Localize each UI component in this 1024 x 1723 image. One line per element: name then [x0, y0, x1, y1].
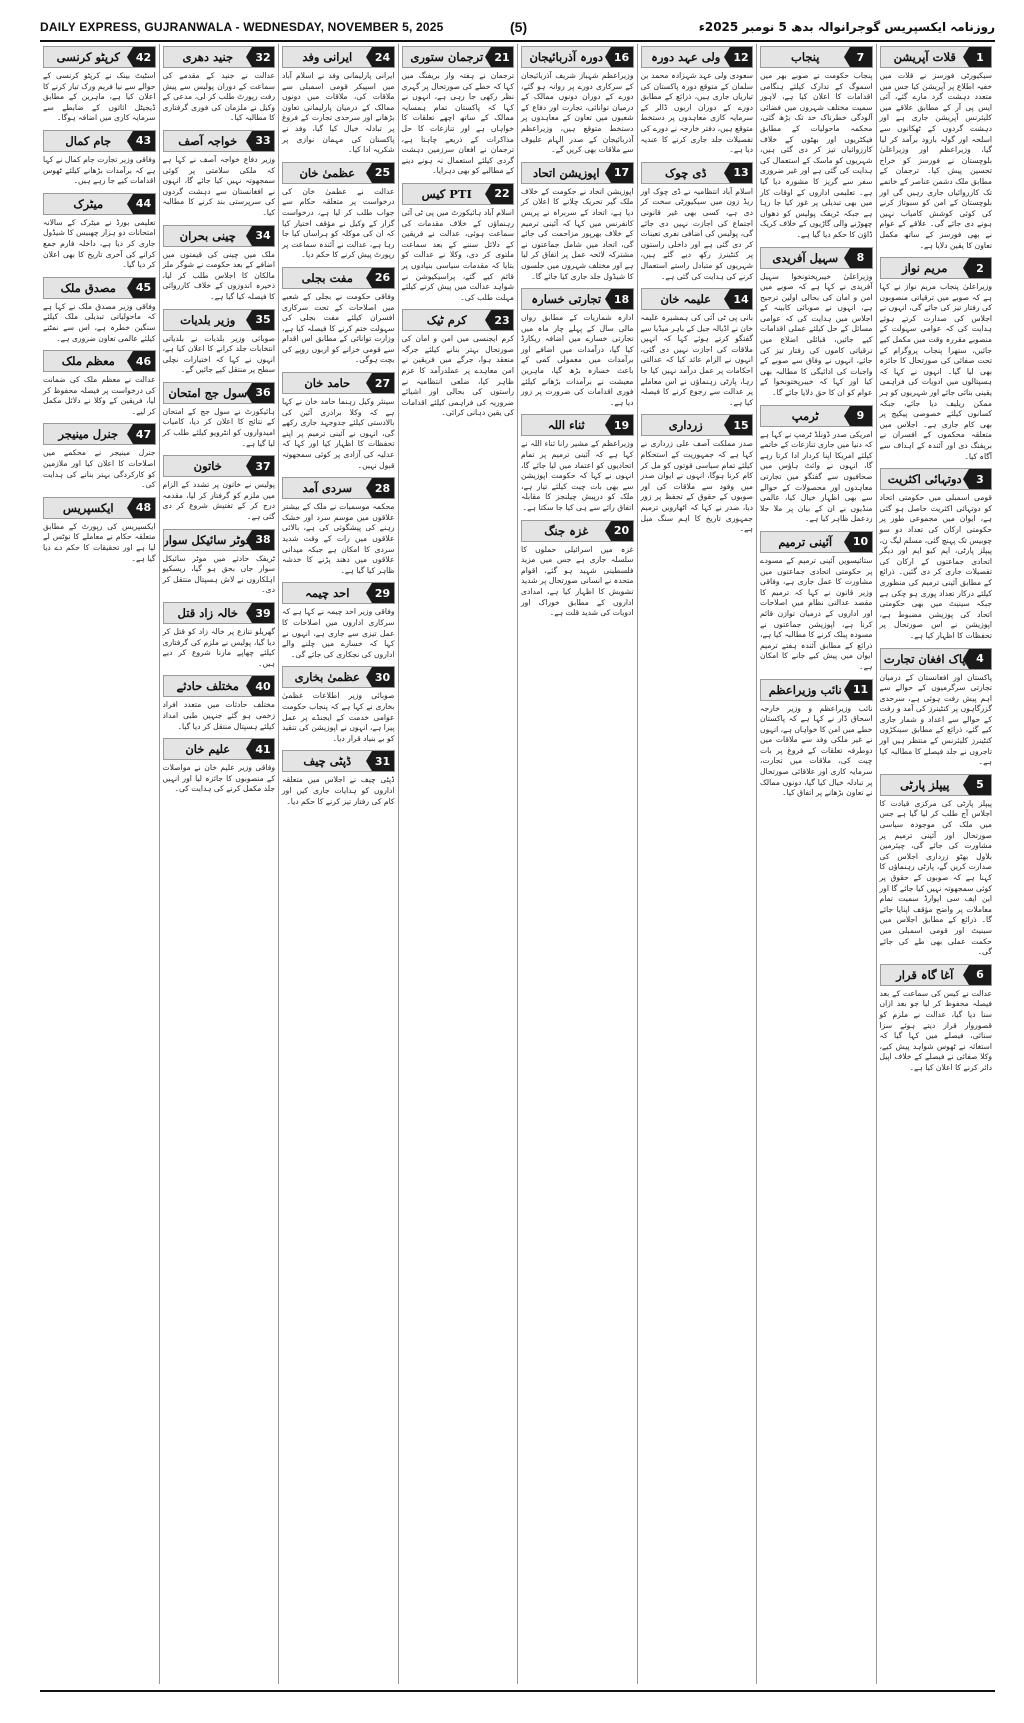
masthead-english: DAILY EXPRESS, GUJRANWALA - WEDNESDAY, NOVEMBER 5, 2025: [40, 20, 444, 34]
story-number-badge: 28: [372, 478, 394, 498]
news-item: [402, 183, 515, 303]
news-item: [163, 738, 276, 795]
story-number-badge: 5: [969, 775, 991, 795]
headline: ثناء اللہ: [547, 418, 585, 433]
masthead: [40, 18, 995, 42]
story-number-badge: 39: [252, 603, 274, 623]
news-item: [282, 267, 395, 366]
story-number-badge: 26: [372, 268, 394, 288]
story-body: ڈپٹی چیف نے اجلاس میں متعلقہ اداروں کو ہدایات جاری کیں اور کام کی رفتار تیز کرنے کا حکم دیا۔: [282, 775, 395, 806]
story-body: غزہ میں اسرائیلی حملوں کا سلسلہ جاری ہے جس میں مزید فلسطینی شہید ہو گئے، اقوام متحدہ نے انسانی صورتحال پر شدید تشویش کا اظہار کیا ہے، امدادی اداروں کے مطابق خوراک اور ادویات کی شدید قلت ہے۔: [521, 544, 634, 618]
news-columns: [40, 44, 995, 1684]
story-body: محکمہ موسمیات نے ملک کے بیشتر علاقوں میں موسم سرد اور خشک رہنے کی پیشگوئی کی ہے، بالائی علاقوں میں رات کے وقت شدید سردی کا امکان ہے جبکہ میدانی علاقوں میں دھند پڑنے کا خدشہ ظاہر کیا گیا ہے۔: [282, 502, 395, 575]
story-number-badge: 8: [850, 248, 872, 268]
story-number-badge: 42: [133, 47, 155, 67]
headline: کرپٹو کرنسی: [56, 50, 120, 64]
news-item: [282, 162, 395, 261]
news-item: [43, 277, 156, 344]
story-body: سینئر وکیل رہنما حامد خان نے کہا ہے کہ وکلا برادری آئین کی بالادستی کیلئے جدوجہد جاری رکھے گی، انہوں نے آئینی ترمیم پر اپنے تحفظات کا اظہار کیا اور کہا کہ عدلیہ کی آزادی پر کوئی سمجھوتہ قبول نہیں۔: [282, 397, 395, 470]
news-item: [760, 46, 873, 241]
story-body: اسٹیٹ بینک نے کرپٹو کرنسی کے حوالے سے نیا فریم ورک تیار کرنے کا اعلان کیا ہے، ماہرین کے مطابق ڈیجیٹل اثاثوں کے ضابطے سے سرمایہ کاری میں اضافہ ہوگا۔: [43, 71, 156, 123]
masthead-urdu: روزنامہ ایکسپریس گوجرانوالہ بدھ 5 نومبر 2025ء: [698, 20, 995, 34]
story-body: وزیراعلیٰ پنجاب مریم نواز نے کہا ہے کہ صوبے میں ترقیاتی منصوبوں کی رفتار تیز کی جائے گی، انہوں نے اجلاس کی صدارت کرتے ہوئے ہدایت کی کہ عوامی سہولت کے منصوبے مقررہ وقت میں مکمل کیے جائیں، ستھرا پنجاب پروگرام کے تحت صفائی کی صورتحال کا جائزہ بھی لیا گیا۔ انہوں نے کہا کہ ہسپتالوں میں ادویات کی فراہمی یقینی بنائی جائے اور شہریوں کو ہر ممکن ریلیف دیا جائے، جبکہ کسانوں کیلئے خصوصی پیکیج پر بھی کام جاری ہے۔ اجلاس میں متعلقہ محکموں کے افسران نے بریفنگ دی اور آئندہ کے اہداف سے آگاہ کیا۔: [879, 282, 992, 461]
story-body: وفاقی وزیر علیم خان نے مواصلات کے منصوبوں کا جائزہ لیا اور انہیں جلد مکمل کرنے کی ہدایت کی۔: [162, 763, 275, 794]
story-body: ٹریفک حادثے میں موٹر سائیکل سوار جاں بحق ہو گیا، ریسکیو اہلکاروں نے لاش ہسپتال منتقل کر دی۔: [162, 553, 275, 595]
headline-bar: [641, 46, 754, 68]
story-body: عدالت نے کیس کی سماعت کے بعد فیصلہ محفوظ کر لیا جو بعد ازاں سنا دیا گیا، عدالت نے ملزم کو قصوروار قرار دیتے ہوئے سزا سنائی، فیصلے میں کہا گیا کہ استغاثہ نے ٹھوس شواہد پیش کیے، وکلا صفائی نے فیصلے کے خلاف اپیل دائر کرنے کا اعلان کیا ہے۔: [879, 988, 992, 1072]
news-item: [163, 130, 276, 219]
news-item: [282, 46, 395, 156]
news-column: [159, 44, 279, 1684]
news-item: [43, 497, 156, 564]
headline: آئینی ترمیم: [778, 534, 833, 549]
headline: سردی آمد: [302, 481, 352, 496]
story-body: وفاقی وزیر احد چیمہ نے کہا ہے کہ سرکاری اداروں میں اصلاحات کا عمل تیزی سے جاری ہے، انہوں نے کہا کہ خسارے میں چلنے والے اداروں کی نجکاری کی جائے گی۔: [282, 607, 395, 659]
story-body: صوبائی وزیر بلدیات نے بلدیاتی انتخابات جلد کرانے کا اعلان کیا ہے، انہوں نے کہا کہ اختیارات نچلی سطح پر منتقل کیے جائیں گے۔: [162, 333, 275, 375]
story-body: ایکسپریس کی رپورٹ کے مطابق متعلقہ حکام نے معاملے کا نوٹس لے لیا ہے اور تحقیقات کا حکم دے دیا گیا ہے۔: [43, 521, 156, 563]
story-number-badge: 18: [611, 289, 633, 309]
story-body: پولیس نے خاتون پر تشدد کے الزام میں ملزم کو گرفتار کر لیا، مقدمہ درج کر کے تفتیش شروع کر دی گئی ہے۔: [162, 480, 275, 522]
headline: مختلف حادثے: [176, 679, 239, 694]
headline: مفت بجلی: [301, 270, 353, 285]
story-body: وفاقی وزیر تجارت جام کمال نے کہا ہے کہ برآمدات بڑھانے کیلئے ٹھوس اقدامات کیے جا رہے ہیں۔: [43, 154, 156, 186]
story-body: پاکستان اور افغانستان کے درمیان تجارتی سرگرمیوں کے حوالے سے اہم پیش رفت ہوئی ہے، سرحدی گزرگاہوں پر کنٹینرز کی آمد و رفت کے حوالے سے اعداد و شمار جاری کیے گئے، ذرائع کے مطابق سینکڑوں کنٹینرز کلیئرنس کے منتظر ہیں اور تاجروں نے جلد فیصلے کا مطالبہ کیا ہے۔: [879, 672, 992, 767]
news-item: [163, 309, 276, 376]
news-item: [163, 46, 276, 124]
story-body: وزیراعظم شہباز شریف آذربائیجان کے سرکاری دورے پر روانہ ہو گئے، دورے کے دوران دونوں ممالک کے درمیان توانائی، تجارت اور دفاع کے شعبوں میں تعاون کے معاہدوں پر دستخط متوقع ہیں، وزیراعظم آذربائیجان کے صدر الہام علیوف سے ملاقات بھی کریں گے۔: [521, 71, 634, 155]
story-number-badge: 16: [611, 47, 633, 67]
headline-bar: [880, 468, 993, 490]
news-item: [760, 531, 873, 673]
story-number-badge: 22: [491, 184, 513, 204]
headline-bar: [282, 46, 395, 68]
headline: نائب وزیراعظم: [768, 682, 842, 697]
story-body: اسلام آباد ہائیکورٹ میں پی ٹی آئی رہنماؤں کے خلاف مقدمات کی سماعت ہوئی، عدالت نے فریقین کے دلائل سننے کے بعد سماعت ملتوی کر دی، وکلا نے عدالت کو بتایا کہ مقدمات سیاسی بنیادوں پر قائم کیے گئے، پراسیکیوشن نے شواہد عدالت میں پیش کرنے کیلئے مہلت طلب کی۔: [401, 207, 514, 302]
news-column: [756, 44, 876, 1684]
headline-bar: [163, 225, 276, 247]
story-body: وزیر دفاع خواجہ آصف نے کہا ہے کہ ملکی سلامتی پر کوئی سمجھوتہ نہیں کیا جائے گا، انہوں نے افغانستان سے دہشت گردوں کی سرپرستی بند کرنے کا مطالبہ کیا۔: [162, 154, 275, 217]
headline: زرداری: [668, 418, 703, 433]
story-body: عدالت نے معظم ملک کی ضمانت کی درخواست پر فیصلہ محفوظ کر لیا، فریقین کے وکلا نے دلائل مکمل کر لیے۔: [43, 375, 156, 416]
story-number-badge: 33: [252, 131, 274, 151]
headline-bar: [282, 267, 395, 289]
story-number-badge: 35: [252, 310, 274, 330]
story-body: ہائیکورٹ نے سول جج کے امتحان کے نتائج کا اعلان کر دیا، کامیاب امیدواروں کو انٹرویو کیلئے طلب کر لیا گیا ہے۔: [162, 406, 275, 448]
headline-bar: [760, 46, 873, 68]
news-item: [641, 46, 754, 156]
headline: مریم نواز: [902, 261, 948, 276]
story-body: عدالت نے عظمیٰ خان کی درخواست پر متعلقہ حکام سے جواب طلب کر لیا ہے، درخواست گزار کے وکیل نے مؤقف اختیار کیا کہ ان کی موکلہ کو ہراساں کیا جا رہا ہے، عدالت نے آئندہ سماعت پر رپورٹ پیش کرنے کا حکم دیا۔: [282, 186, 395, 260]
headline: جنید دھری: [182, 50, 234, 64]
headline: ڈپٹی چیف: [303, 754, 352, 769]
news-item: [43, 193, 156, 271]
headline-bar: [163, 602, 276, 624]
story-body: سعودی ولی عہد شہزادہ محمد بن سلمان کے متوقع دورہ پاکستان کی تیاریاں جاری ہیں، ذرائع کے مطابق دورے کے دوران اربوں ڈالر کے سرمایہ کاری معاہدوں پر دستخط متوقع ہیں، دفتر خارجہ نے دورے کی تفصیلات جلد جاری کرنے کا عندیہ دیا ہے۔: [640, 71, 753, 155]
story-number-badge: 29: [372, 583, 394, 603]
story-number-badge: 46: [133, 351, 155, 371]
news-column: [40, 44, 159, 1684]
news-column: [517, 44, 637, 1684]
story-body: ترجمان نے ہفتہ وار بریفنگ میں کہا کہ خطے کی صورتحال پر گہری نظر رکھی جا رہی ہے، انہوں نے کہا کہ پاکستان تمام ہمسایہ ممالک کے ساتھ اچھے تعلقات کا خواہاں ہے اور تنازعات کا حل مذاکرات کے ذریعے چاہتا ہے، ترجمان نے افغان سرزمین دہشت گردی کیلئے استعمال نہ ہونے دینے کے مطالبے کو بھی دہرایا۔: [401, 71, 514, 176]
story-body: وفاقی وزیر مصدق ملک نے کہا ہے کہ ماحولیاتی تبدیلی ملک کیلئے سنگین خطرہ ہے، اس سے نمٹنے کیلئے عالمی تعاون ضروری ہے۔: [43, 301, 156, 343]
headline: خالہ زاد قتل: [177, 606, 238, 620]
headline-bar: [880, 774, 993, 796]
news-item: [282, 666, 395, 744]
news-item: [402, 46, 515, 177]
headline: ڈی چوک: [665, 165, 707, 180]
story-body: صوبائی وزیر اطلاعات عظمیٰ بخاری نے کہا ہے کہ پنجاب حکومت عوامی خدمت کے ایجنڈے پر عمل پیرا ہے، انہوں نے اپوزیشن کی تنقید کو بے بنیاد قرار دیا۔: [282, 691, 395, 743]
news-item: [521, 520, 634, 619]
story-body: تعلیمی بورڈ نے میٹرک کے سالانہ امتحانات دو ہزار چھبیس کا شیڈول جاری کر دیا ہے، داخلہ فارم جمع کرانے کی آخری تاریخ کا بھی اعلان کر دیا گیا۔: [43, 217, 156, 270]
headline: علیمہ خان: [660, 292, 712, 307]
news-item: [521, 288, 634, 408]
news-item: [521, 46, 634, 156]
headline-bar: [880, 46, 993, 68]
headline: پیپلز پارٹی: [900, 777, 950, 792]
headline-bar: [760, 405, 873, 427]
headline: ایرانی وفد: [302, 50, 353, 64]
story-number-badge: 7: [850, 47, 872, 67]
news-item: [163, 382, 276, 449]
headline: سہیل آفریدی: [772, 250, 839, 265]
story-number-badge: 25: [372, 163, 394, 183]
headline-bar: [163, 675, 276, 697]
headline-bar: [43, 277, 156, 299]
news-item: [641, 162, 754, 282]
story-body: وزیراعظم کے مشیر رانا ثناء اللہ نے کہا ہے کہ آئینی ترمیم پر تمام اتحادیوں کو اعتماد میں لیا جائے گا، انہوں نے کہا کہ حکومت اپوزیشن سے بھی بات چیت کیلئے تیار ہے، ملک کو درپیش چیلنجز کا مقابلہ اتفاق رائے سے ہی کیا جا سکتا ہے۔: [521, 439, 634, 512]
story-body: پیپلز پارٹی کی مرکزی قیادت کا اجلاس آج طلب کر لیا گیا ہے جس میں ملک کی موجودہ سیاسی صورتحال اور آئینی ترمیم پر مشاورت کی جائے گی، چیئرمین بلاول بھٹو زرداری اجلاس کی صدارت کریں گے، پارٹی رہنماؤں کا کہنا ہے کہ صوبوں کے حقوق پر کوئی سمجھوتہ نہیں کیا جائے گا اور این ایف سی ایوارڈ سمیت تمام معاملات پر واضح مؤقف اپنایا جائے گا۔ ذرائع کے مطابق اجلاس میں سینیٹ اور قومی اسمبلی میں حکمت عملی بھی طے کی جائے گی۔: [879, 798, 992, 957]
page-number: (5): [510, 19, 528, 35]
story-number-badge: 47: [133, 424, 155, 444]
news-item: [760, 679, 873, 799]
news-item: [880, 257, 993, 462]
headline-bar: [282, 582, 395, 604]
headline: مصدق ملک: [60, 280, 116, 295]
story-body: وفاقی حکومت نے بجلی کے شعبے میں اصلاحات کے تحت سرکاری افسران کیلئے مفت بجلی کی سہولت ختم کرنے کا فیصلہ کیا ہے، وزارت توانائی کے مطابق اس اقدام سے قومی خزانے کو اربوں روپے کی بچت ہوگی۔: [282, 291, 395, 365]
headline: دوتہائی اکثریت: [887, 472, 962, 487]
story-number-badge: 14: [730, 289, 752, 309]
headline-bar: [521, 520, 634, 542]
news-column: [637, 44, 757, 1684]
headline: PTI کیس: [421, 186, 472, 201]
story-number-badge: 40: [252, 676, 274, 696]
headline: حامد خان: [304, 376, 351, 391]
story-body: مختلف حادثات میں متعدد افراد زخمی ہو گئے جنہیں طبی امداد کیلئے ہسپتال منتقل کر دیا گیا۔: [162, 700, 275, 731]
headline: ایکسپریس: [62, 500, 114, 515]
story-number-badge: 15: [730, 415, 752, 435]
headline: آغا گاہ قرار: [896, 967, 954, 982]
headline-bar: [163, 309, 276, 331]
story-number-badge: 9: [850, 406, 872, 426]
story-number-badge: 12: [730, 47, 752, 67]
story-number-badge: 21: [491, 47, 513, 67]
headline: دورہ آذربائیجان: [529, 50, 604, 64]
headline-bar: [43, 423, 156, 445]
headline-bar: [43, 497, 156, 519]
story-body: ستائیسویں آئینی ترمیم کے مسودے پر حکومتی اتحادی جماعتوں میں مشاورت کا عمل جاری ہے، وفاقی وزیر قانون نے کہا کہ ترمیم کا مقصد عدالتی نظام میں اصلاحات اور اداروں کے درمیان توازن قائم کرنا ہے، اپوزیشن جماعتوں نے مسودہ پبلک کرنے کا مطالبہ کیا ہے، ذرائع کے مطابق آئندہ ہفتے ترمیم ایوان میں پیش کیے جانے کا امکان ہے۔: [760, 555, 873, 671]
headline-bar: [880, 648, 993, 670]
news-item: [43, 46, 156, 124]
news-item: [760, 247, 873, 399]
headline: غزہ جنگ: [544, 523, 589, 538]
headline-bar: [163, 46, 276, 68]
headline: سول جج امتحان: [168, 385, 248, 400]
story-number-badge: 44: [133, 194, 155, 214]
news-item: [43, 350, 156, 417]
story-body: عدالت نے جنید کے مقدمے کی سماعت کے دوران پولیس سے پیش رفت رپورٹ طلب کر لی، مدعی کے وکیل نے ملزمان کی فوری گرفتاری کا مطالبہ کیا۔: [162, 71, 275, 123]
headline-bar: [641, 414, 754, 436]
headline: ولی عہد دورہ: [651, 50, 721, 64]
headline-bar: [521, 414, 634, 436]
story-body: قومی اسمبلی میں حکومتی اتحاد کو دوتہائی اکثریت حاصل ہو گئی ہے، ایوان میں مجموعی طور پر حکومتی ارکان کی تعداد دو سو چوبیس تک پہنچ گئی، مسلم لیگ ن، پیپلز پارٹی، ایم کیو ایم اور دیگر اتحادی جماعتوں کے ارکان کی تفصیلات جاری کر دی گئیں۔ ذرائع کے مطابق آئینی ترمیم کی منظوری کیلئے درکار تعداد پوری ہو چکی ہے جبکہ سینیٹ میں بھی حکومتی اتحاد کی پوزیشن مضبوط ہے، اپوزیشن نے اس صورتحال پر تحفظات کا اظہار کیا ہے۔: [879, 493, 992, 640]
headline-bar: [402, 183, 515, 205]
story-body: گھریلو تنازع پر خالہ زاد کو قتل کر دیا گیا، پولیس نے ملزم کی گرفتاری کیلئے چھاپے مارنا شروع کر دیے ہیں۔: [162, 627, 275, 668]
headline: ٹرمپ: [791, 408, 819, 423]
news-item: [43, 423, 156, 490]
story-number-badge: 23: [491, 310, 513, 330]
headline-bar: [760, 247, 873, 269]
story-number-badge: 36: [252, 383, 274, 403]
headline-bar: [880, 964, 993, 986]
headline-bar: [163, 529, 276, 551]
headline-bar: [282, 162, 395, 184]
story-body: جنرل مینیجر نے محکمے میں اصلاحات کا اعلان کیا اور ملازمین کو کارکردگی بہتر بنانے کی ہدایت کی۔: [43, 448, 156, 490]
story-number-badge: 24: [372, 47, 394, 67]
news-item: [880, 964, 993, 1074]
headline: معظم ملک: [61, 354, 115, 369]
headline: جنرل مینیجر: [58, 427, 119, 442]
story-body: بانی پی ٹی آئی کی ہمشیرہ علیمہ خان نے اڈیالہ جیل کے باہر میڈیا سے گفتگو کرتے ہوئے کہا کہ انہیں ملاقات کی اجازت نہیں دی گئی، انہوں نے الزام عائد کیا کہ عدالتی احکامات پر عمل درآمد نہیں کیا جا رہا، پارٹی رہنماؤں نے اس معاملے پر عدالت سے رجوع کرنے کا فیصلہ کیا ہے۔: [640, 313, 753, 407]
story-body: پنجاب حکومت نے صوبے بھر میں اسموگ کے تدارک کیلئے ہنگامی اقدامات کا اعلان کیا ہے، لاہور سمیت مختلف شہروں میں فضائی آلودگی خطرناک حد تک بڑھ گئی، محکمہ ماحولیات کے مطابق فیکٹریوں اور بھٹوں کے خلاف کارروائیاں تیز کر دی گئی ہیں، شہریوں کو ماسک کے استعمال کی ہدایت کی گئی ہے اور غیر ضروری سفر سے گریز کا مشورہ دیا گیا ہے۔ تعلیمی اداروں کے اوقات کار میں بھی تبدیلی پر غور کیا جا رہا ہے جبکہ ٹریفک پولیس کو دھواں چھوڑنے والی گاڑیوں کے خلاف کریک ڈاؤن کا حکم دیا گیا ہے۔: [760, 71, 873, 239]
story-number-badge: 43: [133, 131, 155, 151]
story-number-badge: 2: [969, 258, 991, 278]
headline-bar: [163, 382, 276, 404]
headline-bar: [282, 666, 395, 688]
headline: خاتون: [193, 459, 222, 474]
story-body: نائب وزیراعظم و وزیر خارجہ اسحاق ڈار نے کہا ہے کہ پاکستان خطے میں امن کا خواہاں ہے، انہوں نے غیر ملکی وفد سے ملاقات میں دوطرفہ تعلقات کے فروغ پر بات چیت کی، ملاقات میں تجارت، سرمایہ کاری اور علاقائی صورتحال پر تبادلہ خیال کیا گیا، دونوں ممالک نے تعاون بڑھانے پر اتفاق کیا۔: [760, 703, 873, 798]
headline: موٹر سائیکل سوار: [163, 532, 252, 547]
story-body: ملک میں چینی کی قیمتوں میں اضافے کے بعد حکومت نے شوگر ملز مالکان کا اجلاس طلب کر لیا، ذخیرہ اندوزوں کے خلاف کارروائی کا فیصلہ کیا گیا ہے۔: [162, 249, 275, 301]
news-item: [43, 130, 156, 187]
story-number-badge: 10: [850, 532, 872, 552]
story-number-badge: 45: [133, 278, 155, 298]
news-item: [521, 414, 634, 513]
news-item: [163, 602, 276, 669]
news-item: [282, 477, 395, 576]
headline-bar: [760, 531, 873, 553]
headline: میٹرک: [73, 196, 104, 211]
headline-bar: [43, 130, 156, 152]
headline: اپوزیشن اتحاد: [532, 165, 600, 180]
news-item: [641, 414, 754, 534]
story-number-badge: 41: [252, 739, 274, 759]
headline: قلات آپریشن: [893, 50, 956, 64]
headline-bar: [163, 738, 276, 760]
story-body: ایرانی پارلیمانی وفد نے اسلام آباد میں اسپیکر قومی اسمبلی سے ملاقات کی، ملاقات میں دونوں ممالک کے درمیان پارلیمانی تعاون بڑھانے اور سرحدی تجارت کے فروغ پر تبادلہ خیال کیا گیا، وفد نے پاکستان کی مہمان نوازی پر شکریہ ادا کیا۔: [282, 71, 395, 155]
headline: ترجمان ستوری: [410, 50, 484, 64]
news-column: [876, 44, 996, 1684]
news-column: [278, 44, 398, 1684]
headline-bar: [641, 162, 754, 184]
headline: چینی بحران: [179, 228, 236, 243]
news-item: [880, 774, 993, 958]
headline: جام کمال: [65, 133, 112, 148]
headline: احد چیمہ: [305, 586, 350, 601]
news-item: [641, 288, 754, 408]
story-body: وزیراعلیٰ خیبرپختونخوا سہیل آفریدی نے کہا ہے کہ صوبے میں امن و امان کی بحالی اولین ترجیح ہے، انہوں نے صوبائی کابینہ کے اجلاس میں ہدایت کی کہ عوامی مسائل کے حل کیلئے عملی اقدامات کیے جائیں، قبائلی اضلاع میں ترقیاتی کاموں کی رفتار تیز کی جائے، انہوں نے وفاق سے صوبے کے واجبات کی ادائیگی کا مطالبہ بھی کیا اور کہا کہ خیبرپختونخوا کے عوام کو ان کا حق دلایا جائے گا۔: [760, 271, 873, 398]
story-number-badge: 11: [850, 680, 872, 700]
news-item: [880, 648, 993, 768]
bottom-rule: [40, 1690, 995, 1692]
news-item: [282, 582, 395, 660]
story-body: صدر مملکت آصف علی زرداری نے کہا ہے کہ جمہوریت کے استحکام کیلئے تمام سیاسی قوتوں کو مل کر کام کرنا ہوگا، انہوں نے ایوان صدر میں وفود سے ملاقات کی اور صوبوں کے حقوق کے تحفظ پر زور دیا، صدر نے کہا کہ اٹھارویں ترمیم جمہوری تاریخ کا اہم سنگ میل ہے۔: [640, 439, 753, 534]
story-number-badge: 1: [969, 47, 991, 67]
story-number-badge: 32: [252, 47, 274, 67]
news-column: [398, 44, 518, 1684]
headline: خواجہ آصف: [178, 133, 238, 148]
story-body: ادارہ شماریات کے مطابق رواں مالی سال کے پہلے چار ماہ میں تجارتی خسارے میں اضافہ ریکارڈ کیا گیا، درآمدات میں اضافے اور برآمدات میں معمولی کمی کے باعث خسارہ بڑھ گیا، ماہرین معیشت نے برآمدات بڑھانے کیلئے فوری اقدامات کی ضرورت پر زور دیا ہے۔: [521, 313, 634, 407]
story-number-badge: 13: [730, 163, 752, 183]
headline-bar: [163, 455, 276, 477]
story-body: کرم ایجنسی میں امن و امان کی صورتحال بہتر بنانے کیلئے جرگہ منعقد ہوا، جرگے میں فریقین نے امن معاہدے پر عملدرآمد کا عزم ظاہر کیا، ضلعی انتظامیہ نے راستوں کی بحالی اور اشیائے ضروریہ کی فراہمی کیلئے اقدامات کی یقین دہانی کرائی۔: [401, 334, 514, 418]
news-item: [760, 405, 873, 525]
headline-bar: [402, 309, 515, 331]
story-number-badge: 19: [611, 415, 633, 435]
headline: علیم خان: [185, 742, 231, 757]
headline: پاک افغان تجارت: [883, 651, 966, 666]
story-number-badge: 3: [969, 469, 991, 489]
story-number-badge: 34: [252, 226, 274, 246]
headline-bar: [880, 257, 993, 279]
story-body: امریکی صدر ڈونلڈ ٹرمپ نے کہا ہے کہ دنیا میں جاری تنازعات کے خاتمے کیلئے امریکا اپنا کردار ادا کرتا رہے گا، انہوں نے وائٹ ہاؤس میں صحافیوں سے گفتگو میں تجارتی معاہدوں اور محصولات کے حوالے سے بھی اظہار خیال کیا، عالمی منڈیوں نے ان کے بیان پر ملا جلا ردعمل ظاہر کیا ہے۔: [760, 429, 873, 524]
story-number-badge: 38: [252, 530, 274, 550]
headline: تجارتی خسارہ: [531, 292, 602, 307]
headline: کرم ٹیک: [426, 313, 467, 328]
headline-bar: [282, 750, 395, 772]
news-item: [163, 455, 276, 522]
story-number-badge: 27: [372, 373, 394, 393]
headline-bar: [282, 477, 395, 499]
news-item: [163, 225, 276, 303]
story-number-badge: 20: [611, 521, 633, 541]
news-item: [163, 529, 276, 596]
story-body: سیکیورٹی فورسز نے قلات میں خفیہ اطلاع پر آپریشن کیا جس میں متعدد دہشت گرد مارے گئے، آئی ایس پی آر کے مطابق علاقے میں کلیئرنس آپریشن جاری ہے اور دہشت گردوں کے ٹھکانوں سے اسلحہ اور گولہ بارود برآمد کر لیا گیا، وزیراعظم اور وزیراعلیٰ بلوچستان نے فورسز کو خراج تحسین پیش کیا۔ ترجمان کے مطابق ملک دشمن عناصر کے خاتمے تک کارروائیاں جاری رہیں گی اور بلوچستان کے امن کو سبوتاژ کرنے کی کوئی کوشش کامیاب نہیں ہونے دی جائے گی۔ علاقے کے عوام نے بھی فورسز کے ساتھ مکمل تعاون کا یقین دلایا ہے۔: [879, 71, 992, 250]
story-number-badge: 37: [252, 456, 274, 476]
news-item: [402, 309, 515, 419]
headline-bar: [163, 130, 276, 152]
headline: عظمیٰ خان: [299, 165, 356, 180]
headline-bar: [521, 162, 634, 184]
news-item: [880, 46, 993, 251]
news-item: [282, 750, 395, 807]
headline-bar: [43, 193, 156, 215]
headline: وزیر بلدیات: [180, 312, 236, 327]
story-number-badge: 4: [969, 649, 991, 669]
headline-bar: [521, 288, 634, 310]
headline: عظمیٰ بخاری: [294, 670, 360, 685]
news-item: [880, 468, 993, 641]
news-item: [521, 162, 634, 282]
story-number-badge: 48: [133, 498, 155, 518]
story-number-badge: 17: [611, 163, 633, 183]
headline-bar: [521, 46, 634, 68]
story-number-badge: 31: [372, 751, 394, 771]
headline-bar: [43, 46, 156, 68]
story-body: اسلام آباد انتظامیہ نے ڈی چوک اور ریڈ زون میں سیکیورٹی سخت کر دی ہے، کسی بھی غیر قانونی اجتماع کی اجازت نہیں دی جائے گی، پولیس کی اضافی نفری تعینات کر دی گئی ہے اور داخلی راستوں پر کنٹینرز رکھ دیے گئے ہیں، شہریوں کو متبادل راستے استعمال کرنے کی ہدایت کی گئی ہے۔: [640, 186, 753, 281]
headline-bar: [760, 679, 873, 701]
story-number-badge: 6: [969, 965, 991, 985]
headline-bar: [641, 288, 754, 310]
news-item: [163, 675, 276, 732]
story-body: اپوزیشن اتحاد نے حکومت کے خلاف ملک گیر تحریک چلانے کا اعلان کر دیا ہے، اتحاد کے سربراہ نے پریس کانفرنس میں کہا کہ آئینی ترمیم کے خلاف بھرپور مزاحمت کی جائے گی، اتحاد میں شامل جماعتوں نے مشترکہ لائحہ عمل پر اتفاق کر لیا ہے اور مختلف شہروں میں جلسوں کا شیڈول جلد جاری کیا جائے گا۔: [521, 186, 634, 281]
news-item: [282, 372, 395, 471]
story-number-badge: 30: [372, 667, 394, 687]
headline-bar: [43, 350, 156, 372]
headline: پنجاب: [791, 50, 820, 64]
headline-bar: [282, 372, 395, 394]
headline-bar: [402, 46, 515, 68]
